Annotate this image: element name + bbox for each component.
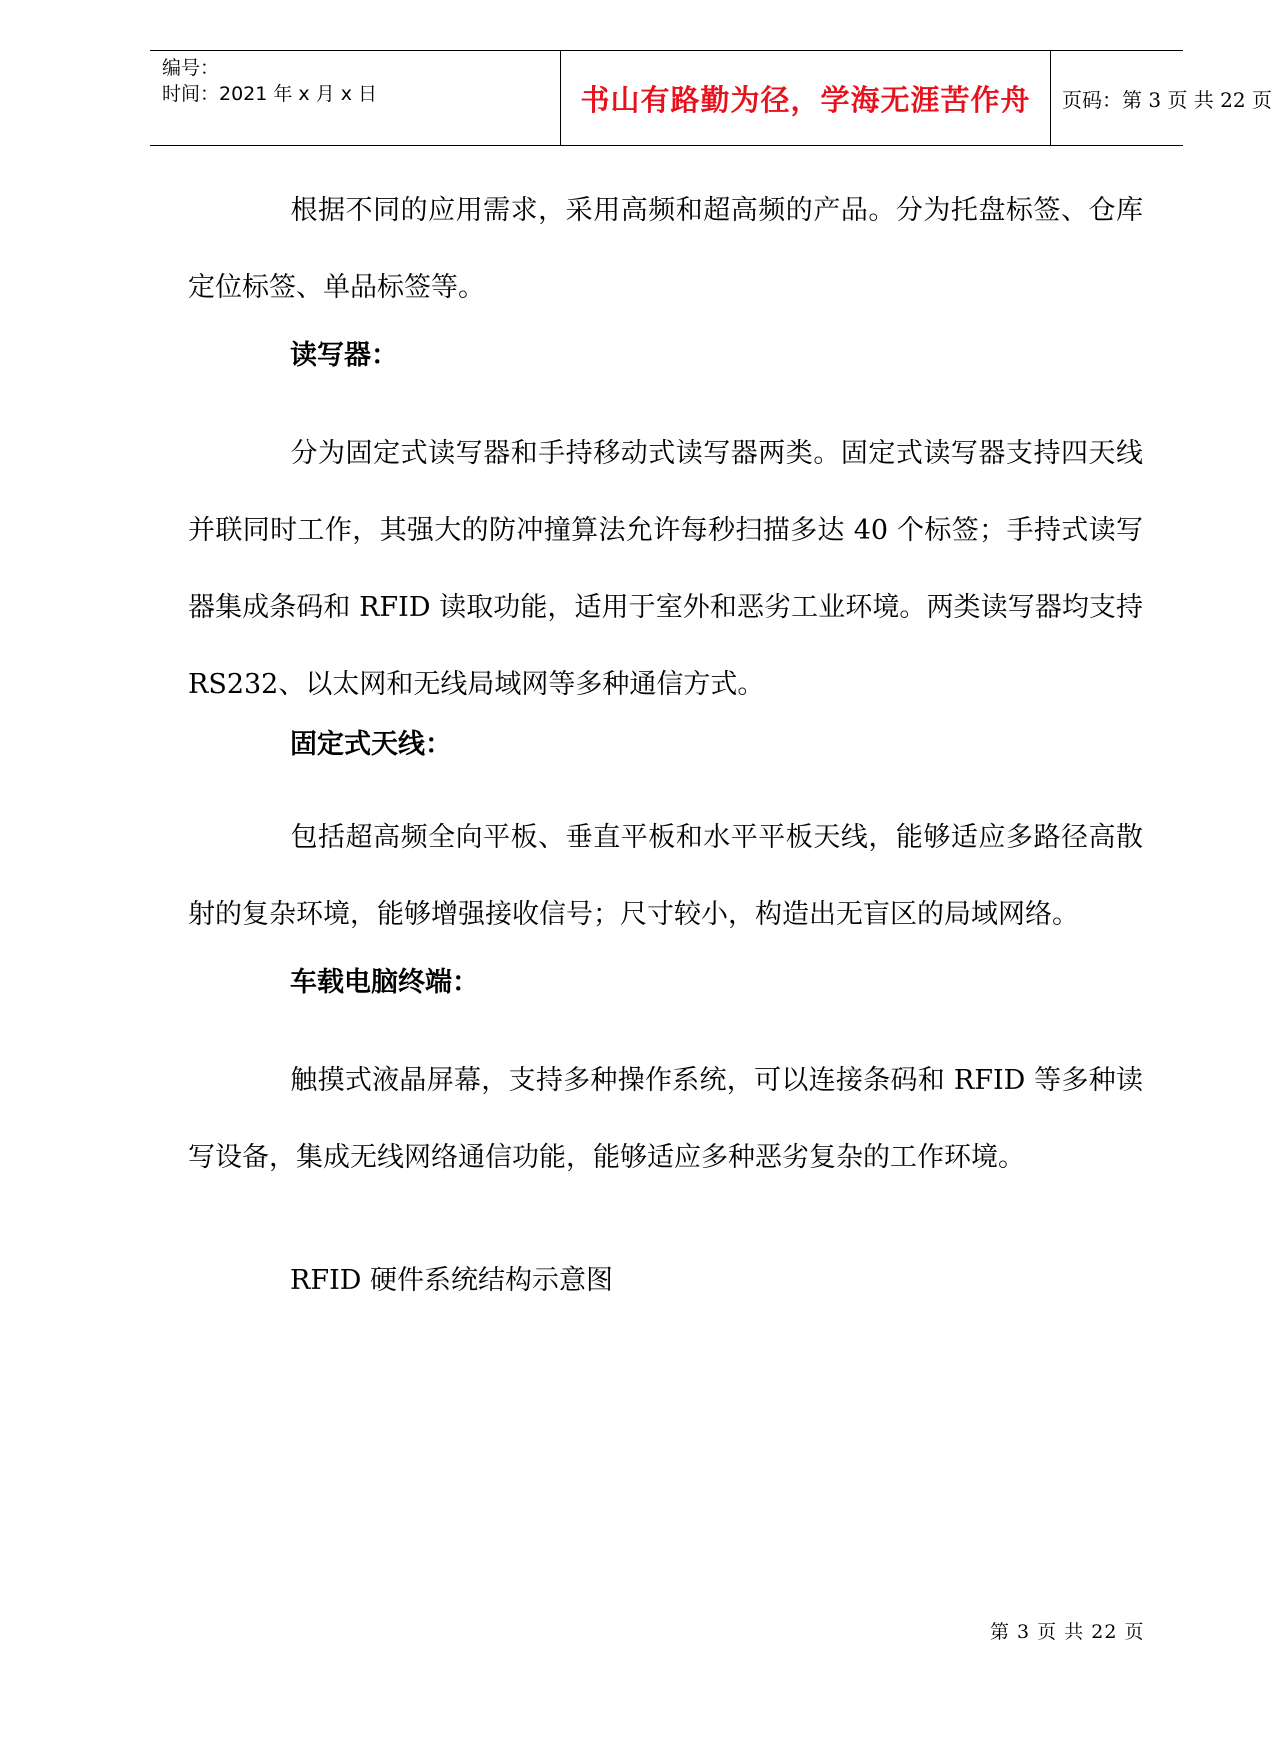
paragraph-antenna (188, 799, 1143, 953)
header-motto: 书山有路勤为径，学海无涯苦作舟 (580, 82, 1031, 117)
paragraph-reader (188, 415, 1143, 723)
heading-rfid-diagram: RFID 硬件系统结构示意图 (290, 1265, 613, 1296)
paragraph-tags (188, 172, 1143, 326)
document-date: 时间：2021 年 x 月 x 日 (162, 83, 378, 105)
heading-fixed-antenna: 固定式天线： (290, 729, 452, 760)
paragraph-text: 分为固定式读写器和手持移动式读写器两类。固定式读写器支持四天线并联同时工作，其强大的防冲撞算法允许每秒扫描多达 40 个标签；手持式读写器集成条码和 RFID 读取功能，适用于室外和恶劣工业环境。两类读写器均支持 RS232、以太网和无线局域网等多种通信方式。 (188, 438, 1143, 700)
paragraph-text: 包括超高频全向平板、垂直平板和水平平板天线，能够适应多路径高散射的复杂环境，能够增强接收信号；尺寸较小，构造出无盲区的局域网络。 (188, 822, 1143, 930)
header-motto-cell (560, 51, 1051, 145)
document-number-label: 编号： (162, 57, 220, 79)
page-header (150, 50, 1272, 146)
heading-vehicle-terminal: 车载电脑终端： (290, 967, 479, 998)
heading-reader: 读写器： (290, 340, 398, 371)
paragraph-text: 触摸式液晶屏幕，支持多种操作系统，可以连接条码和 RFID 等多种读写设备，集成无线网络通信功能，能够适应多种恶劣复杂的工作环境。 (188, 1065, 1143, 1173)
paragraph-terminal (188, 1042, 1143, 1196)
page-footer: 第 3 页 共 22 页 (990, 1621, 1145, 1643)
paragraph-text: 根据不同的应用需求，采用高频和超高频的产品。分为托盘标签、仓库定位标签、单品标签等。 (188, 195, 1143, 303)
header-meta (162, 51, 557, 149)
header-page-info: 页码：第 3 页 共 22 页 (1062, 87, 1272, 112)
